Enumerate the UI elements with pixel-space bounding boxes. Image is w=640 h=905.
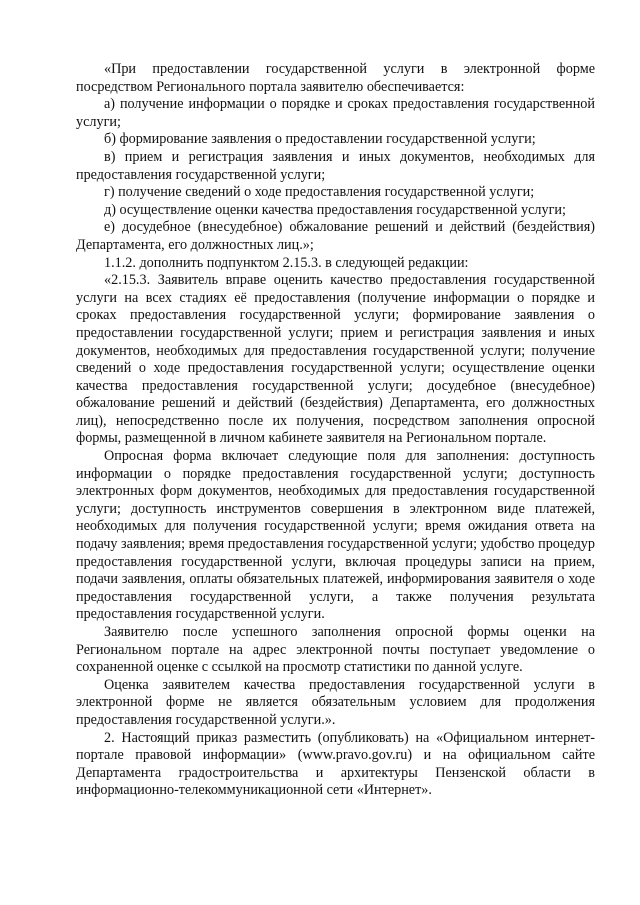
- document-body: [76, 61, 595, 800]
- list-item-a: а) получение информации о порядке и сроках предоставления государственной услуги;: [76, 96, 595, 130]
- paragraph-intro: «При предоставлении государственной услуги в электронной форме посредством Регионального портала заявителю обеспечивается:: [76, 61, 595, 95]
- paragraph-evaluation-optional: Оценка заявителем качества предоставления государственной услуги в электронной форме не является обязательным условием для продолжения предоставления государственной услуги.».: [76, 676, 595, 728]
- clause-2-15-3: «2.15.3. Заявитель вправе оценить качество предоставления государственной услуги на всех стадиях её предоставления (получение информации о порядке и сроках предоставления государственной услуги; формирование заявления о предоставлении государственной услуги; прием и регистрация заявления и иных документов, необходимых для предоставления государственной услуги; получение сведений о ходе предоставления государственной услуги; осуществление оценки качества предоставления государственной услуги; досудебное (внесудебное) обжалование решений и действий (бездействия) Департамента, его должностных лиц), непосредственно после их получения, посредством заполнения опросной формы, размещенной в личном кабинете заявителя на Региональном портале.: [76, 272, 595, 447]
- paragraph-survey-form: Опросная форма включает следующие поля для заполнения: доступность информации о порядке предоставления государственной услуги; доступность электронных форм документов, необходимых для предоставления государственной услуги; доступность инструментов совершения в электронном виде платежей, необходимых для получения государственной услуги; время ожидания ответа на подачу заявления; время предоставления государственной услуги; удобство процедур предоставления государственной услуги, включая процедуры записи на прием, подачи заявления, оплаты обязательных платежей, информирования заявителя о ходе предоставления государственной услуги, а также получения результата предоставления государственной услуги.: [76, 448, 595, 623]
- list-item-g: г) получение сведений о ходе предоставления государственной услуги;: [104, 184, 535, 201]
- list-item-b: б) формирование заявления о предоставлении государственной услуги;: [104, 131, 536, 148]
- list-item-e: е) досудебное (внесудебное) обжалование решений и действий (бездействия) Департамента, его должностных лиц.»;: [76, 219, 595, 253]
- clause-1-1-2: 1.1.2. дополнить подпунктом 2.15.3. в следующей редакции:: [104, 254, 469, 271]
- clause-2-publication: 2. Настоящий приказ разместить (опубликовать) на «Официальном интернет-портале правовой информации» (www.pravo.gov.ru) и на официальном сайте Департамента градостроительства и архитектуры Пензенской области в информационно-телекоммуникационной сети «Интернет».: [76, 729, 595, 799]
- list-item-d: д) осуществление оценки качества предоставления государственной услуги;: [104, 201, 566, 218]
- paragraph-notification: Заявителю после успешного заполнения опросной формы оценки на Региональном портале на адрес электронной почты поступает уведомление о сохраненной оценке с ссылкой на просмотр статистики по данной услуге.: [76, 624, 595, 676]
- list-item-v: в) прием и регистрация заявления и иных документов, необходимых для предоставления государственной услуги;: [76, 148, 595, 183]
